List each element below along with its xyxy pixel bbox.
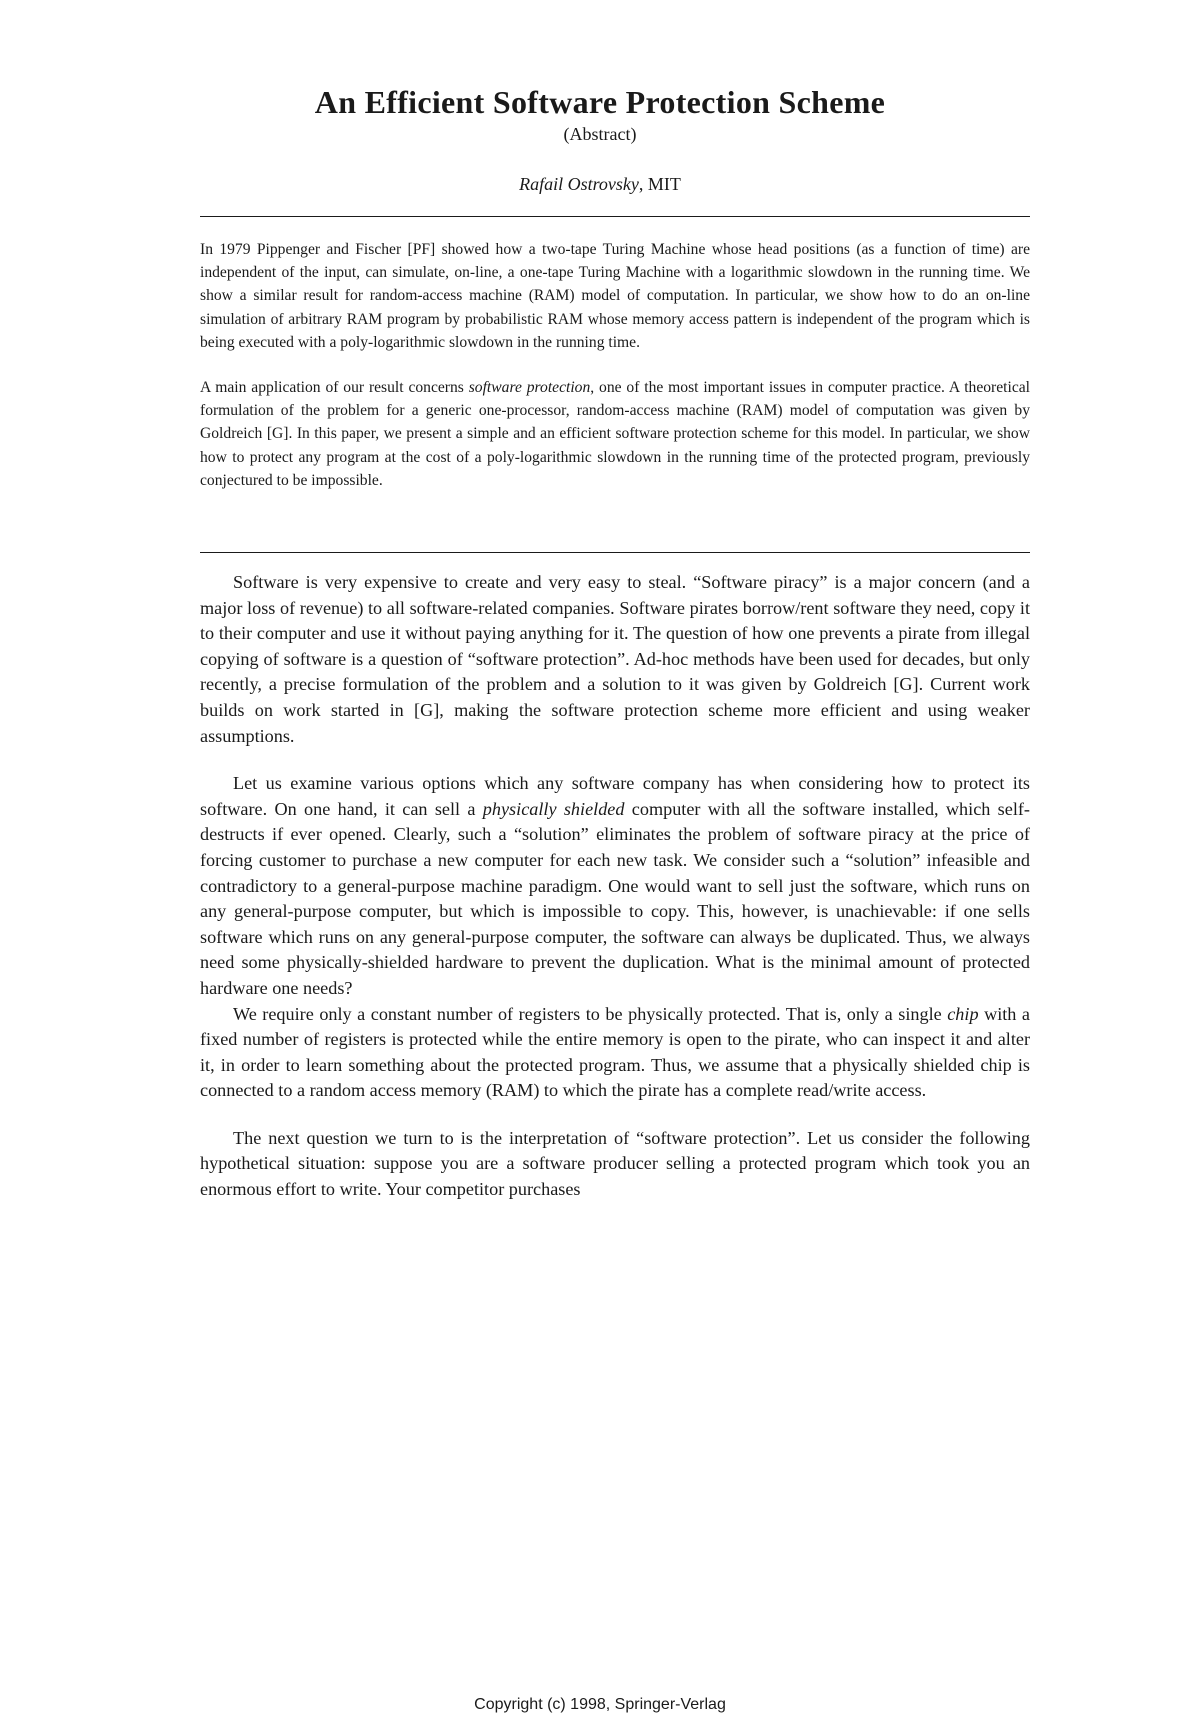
paper-subtitle: (Abstract) (563, 124, 637, 144)
paper-title: An Efficient Software Protection Scheme (314, 84, 886, 120)
abstract-paragraph-1: In 1979 Pippenger and Fischer [PF] showed how a two-tape Turing Machine whose head positions (as a function of time) are independent of the input, can simulate, on-line, a one-tape Turing Machine with a logarithmic slowdown in the running time. We show a similar result for random-access machine (RAM) model of computation. In particular, we show how to do an on-line simulation of arbitrary RAM program by probabilistic RAM whose memory access pattern is independent of the program which is being executed with a poly-logarithmic slowdown in the running time. (200, 241, 1030, 351)
body-p2-text-a: Let us examine various options which any software company has when considering how to protect its software. On one hand, it can sell a (200, 773, 1030, 819)
abstract-paragraph-2 (200, 376, 1030, 492)
body-p2-emphasis: physically shielded (482, 798, 625, 819)
body-p3-emphasis: chip (947, 1003, 979, 1024)
abstract-p2-emphasis: software protection (468, 379, 591, 397)
copyright-notice: Copyright (c) 1998, Springer-Verlag (474, 1696, 726, 1713)
author-line (0, 174, 1200, 195)
author-affiliation: , MIT (638, 174, 681, 194)
abstract-bottom-rule (200, 552, 1030, 553)
author-name: Rafail Ostrovsky (519, 174, 639, 194)
abstract-top-rule (200, 216, 1030, 217)
body-text (200, 570, 1030, 1203)
body-paragraph-4: The next question we turn to is the interpretation of “software protection”. Let us consider the following hypothetical situation: suppose you are a software producer selling a protected program which took you an enormous effort to write. Your competitor purchases (200, 1127, 1030, 1200)
body-paragraph-1: Software is very expensive to create and very easy to steal. “Software piracy” is a major concern (and a major loss of revenue) to all software-related companies. Software pirates borrow/rent software they need, copy it to their computer and use it without paying anything for it. The question of how one prevents a pirate from illegal copying of software is a question of “software protection”. Ad-hoc methods have been used for decades, but only recently, a precise formulation of the problem and a solution to it was given by Goldreich [G]. Current work builds on work started in [G], making the software protection scheme more efficient and using weaker assumptions. (200, 572, 1030, 746)
abstract-p2-text-b: , one of the most important issues in computer practice. A theoretical formulation of the problem for a generic one-processor, random-access machine (RAM) model of computation was given by Goldreich [G]. In this paper, we present a simple and an efficient software protection scheme for this model. In particular, we show how to protect any program at the cost of a poly-logarithmic slowdown in the running time of the protected program, previously conjectured to be impossible. (200, 379, 1030, 489)
abstract (200, 238, 1030, 514)
body-p3-text-b: with a fixed number of registers is protected while the entire memory is open to the pirate, who can inspect it and alter it, in order to learn something about the protected program. Thus, we assume that a physically shielded chip is connected to a random access memory (RAM) to which the pirate has a complete read/write access. (200, 1003, 1030, 1101)
body-p2-text-b: computer with all the software installed, which self-destructs if ever opened. Clearly, such a “solution” eliminates the problem of software piracy at the price of forcing customer to purchase a new computer for each new task. We consider such a “solution” infeasible and contradictory to a general-purpose machine paradigm. One would want to sell just the software, which runs on any general-purpose computer, but which is impossible to copy. This, however, is unachievable: if one sells software which runs on any general-purpose computer, the software can always be duplicated. Thus, we always need some physically-shielded hardware to prevent the duplication. What is the minimal amount of protected hardware one needs? (200, 798, 1030, 998)
abstract-p2-text-a: A main application of our result concerns (200, 379, 469, 397)
body-paragraph-2 (200, 771, 1030, 1001)
body-p3-text-a: We require only a constant number of registers to be physically protected. That is, only a single (233, 1003, 948, 1024)
body-paragraph-3 (200, 1002, 1030, 1104)
